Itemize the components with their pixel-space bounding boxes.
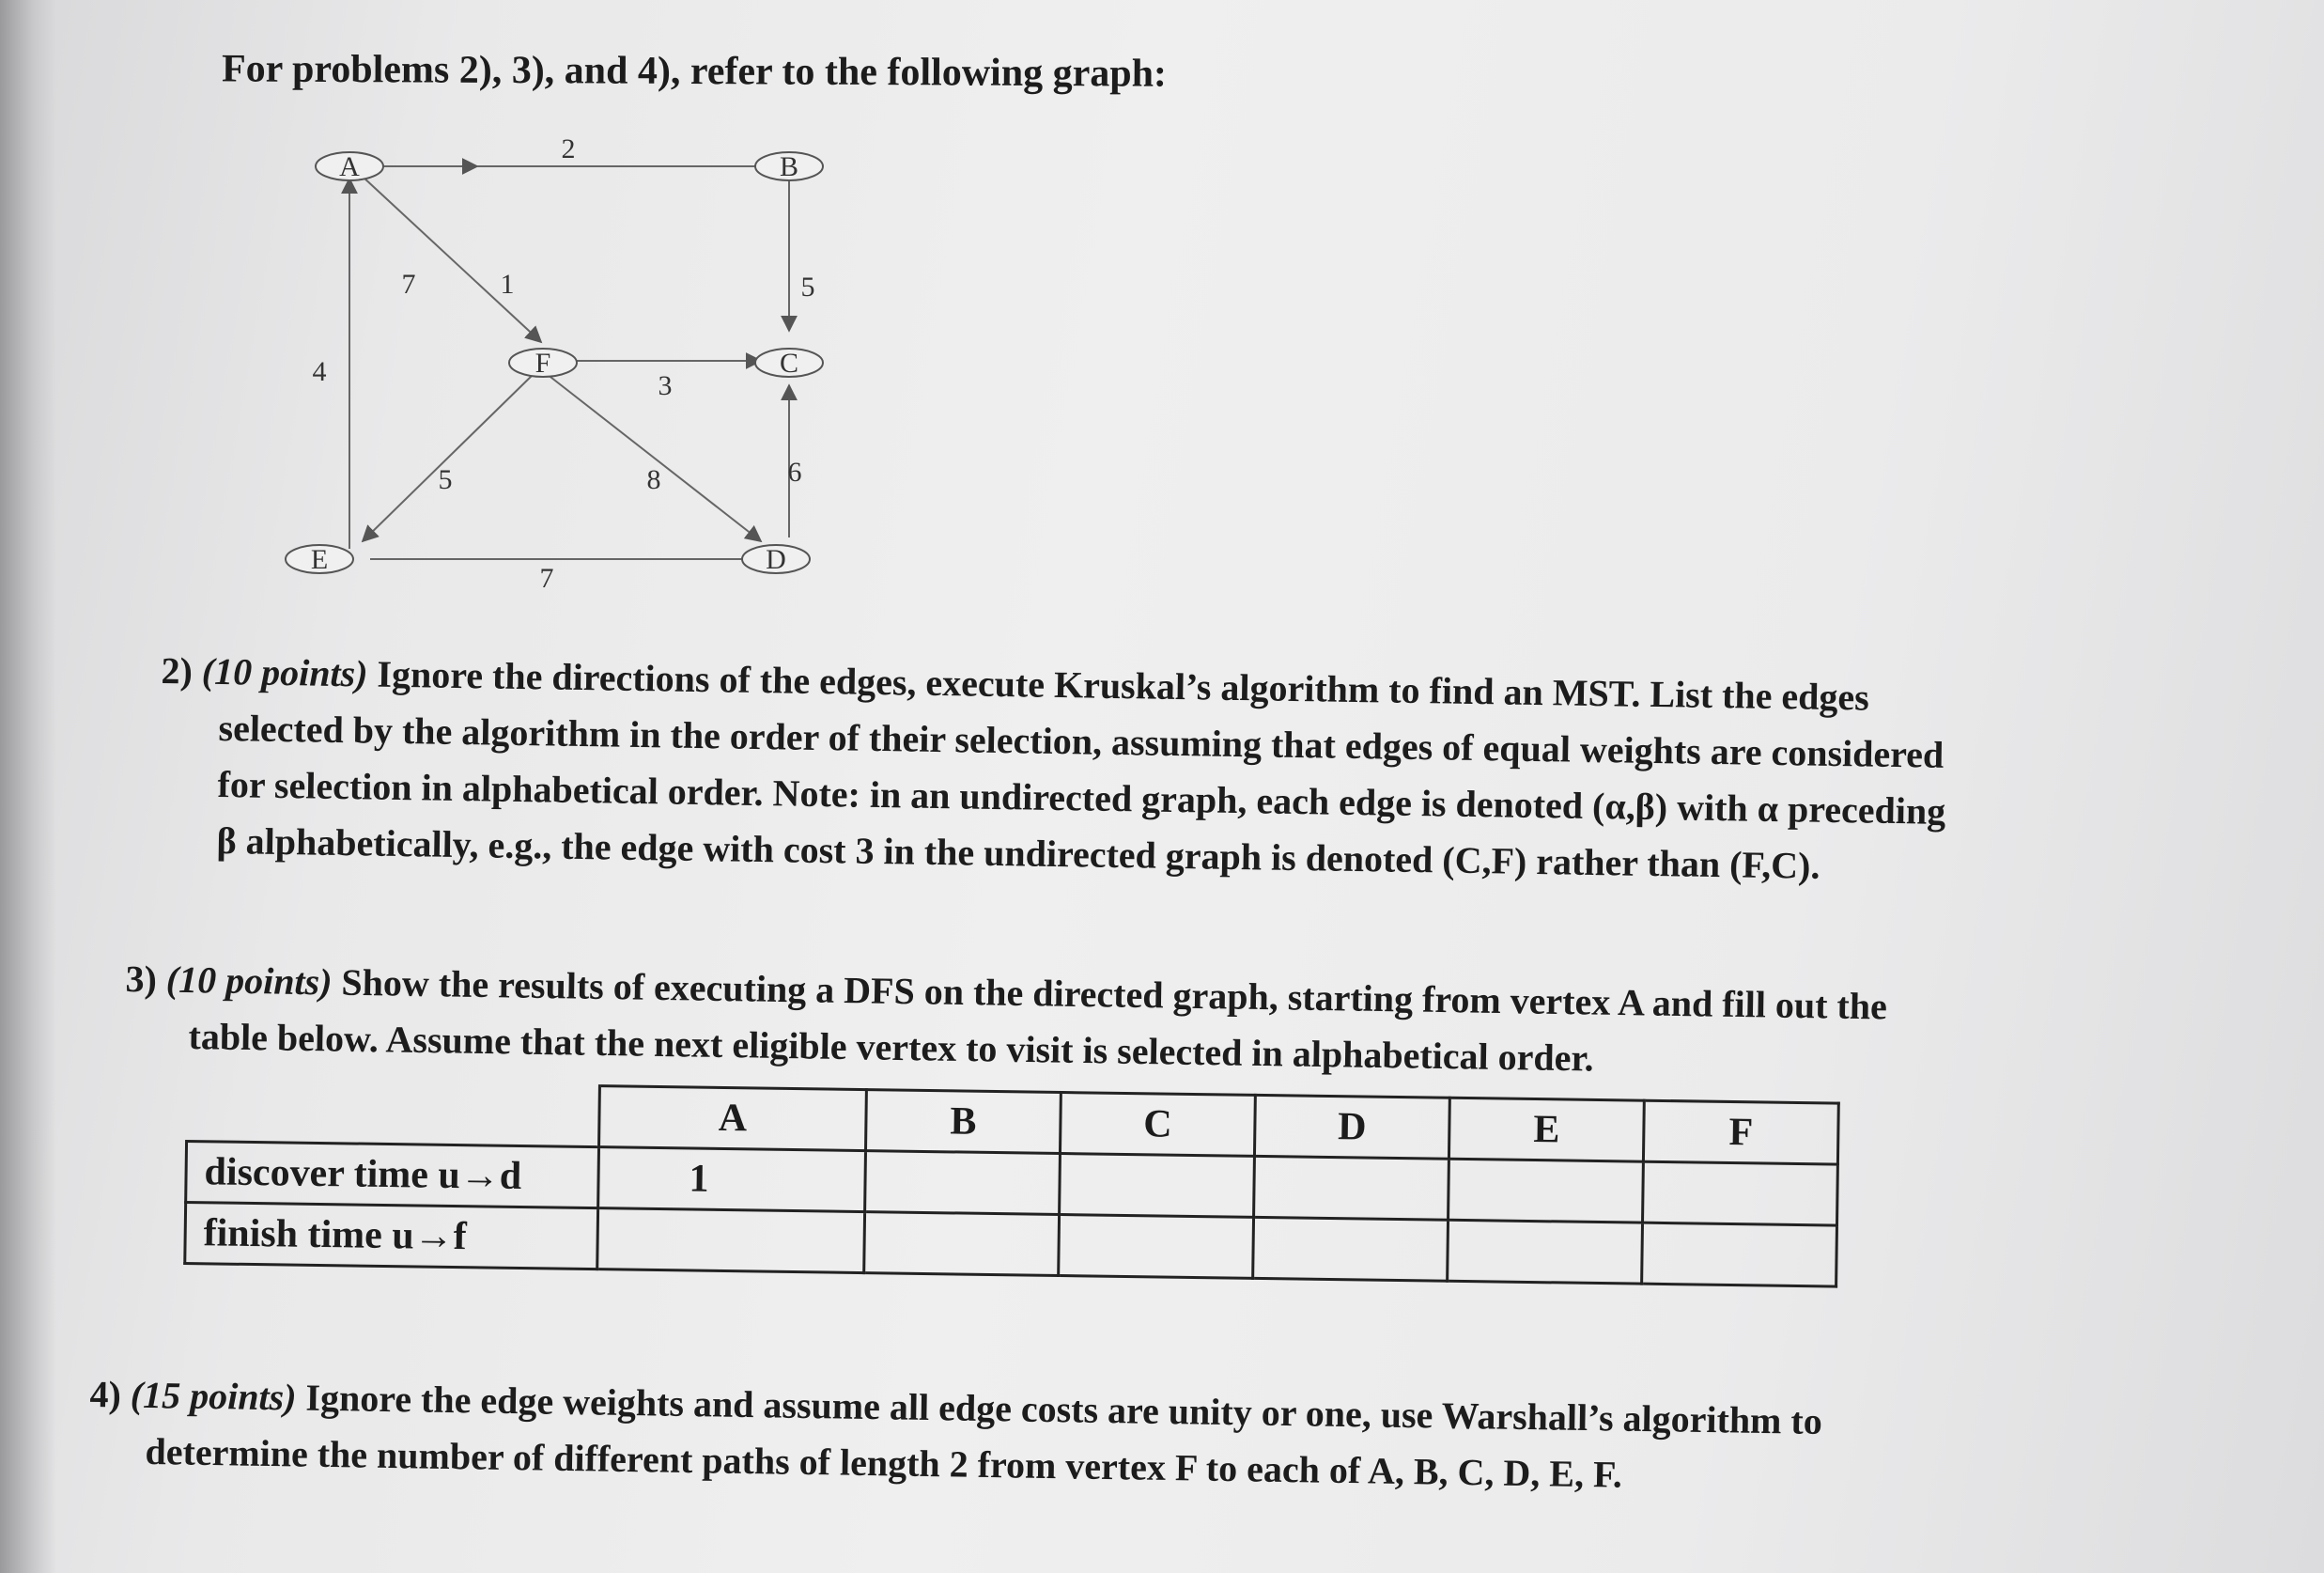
problem-2-line-4: β alphabetically, e.g., the edge with cost 3 in the undirected graph is denoted (C,F) rather than (F,C).	[216, 818, 1820, 887]
weight-f-e: 5	[438, 464, 453, 495]
table-corner	[187, 1081, 600, 1147]
table-cell[interactable]: 1	[598, 1147, 866, 1212]
problem-4-line-2: determine the number of different paths of length 2 from vertex F to each of A, B, C, D, E, F.	[145, 1429, 1623, 1496]
table-cell[interactable]	[1059, 1214, 1254, 1278]
column-header: C	[1060, 1093, 1255, 1157]
column-header: E	[1449, 1098, 1644, 1161]
page-heading: For problems 2), 3), and 4), refer to the following graph:	[221, 47, 1168, 96]
weighted-directed-graph	[282, 132, 845, 592]
problem-2-number: 2)	[161, 648, 194, 693]
table-cell[interactable]	[1449, 1159, 1644, 1223]
row-label-finish-time: finish time u→f	[185, 1203, 598, 1269]
weight-e-d: 7	[539, 563, 554, 592]
table-cell[interactable]	[1643, 1161, 1838, 1225]
table-cell[interactable]	[1060, 1153, 1255, 1217]
node-c-label: C	[779, 348, 799, 379]
dfs-results-table	[183, 1079, 1840, 1288]
edge-f-e	[363, 374, 534, 541]
problem-4-points: (15 points)	[130, 1373, 297, 1419]
table-cell[interactable]	[865, 1151, 1061, 1215]
weight-b-c: 5	[800, 272, 815, 303]
weight-d-c: 6	[787, 457, 802, 488]
table-cell[interactable]	[1253, 1217, 1449, 1281]
table-cell[interactable]	[597, 1208, 865, 1273]
node-b-label: B	[779, 151, 799, 182]
table-cell[interactable]	[1642, 1223, 1837, 1286]
column-header: A	[599, 1086, 867, 1151]
column-header: F	[1643, 1100, 1838, 1164]
weight-f-c: 3	[658, 370, 673, 401]
weight-a-f-left: 7	[401, 269, 416, 300]
column-header: D	[1254, 1095, 1449, 1159]
table-cell[interactable]	[1254, 1156, 1449, 1220]
edge-a-f	[363, 177, 541, 342]
problem-4	[88, 1366, 2251, 1513]
weight-a-f: 1	[500, 269, 515, 300]
problem-2-line-2: selected by the algorithm in the order of their selection, assuming that edges of equal weights are considered	[218, 706, 1944, 776]
problem-2	[158, 643, 2172, 900]
node-f-label: F	[535, 348, 551, 379]
column-header: B	[866, 1090, 1061, 1154]
problem-2-points: (10 points)	[201, 649, 368, 695]
page-shadow-edge	[0, 0, 56, 1573]
node-e-label: E	[310, 544, 329, 575]
problem-2-line-1: Ignore the directions of the edges, execute Kruskal’s algorithm to find an MST. List the edges	[377, 652, 1870, 719]
problem-3-number: 3)	[125, 957, 158, 1001]
weight-a-b: 2	[561, 133, 576, 164]
problem-2-line-3: for selection in alphabetical order. Note: in an undirected graph, each edge is denoted (α,β) with α preceding	[217, 762, 1946, 833]
problem-3-line-2: table below. Assume that the next eligible vertex to visit is selected in alphabetical order.	[188, 1015, 1594, 1080]
problem-4-number: 4)	[89, 1372, 122, 1416]
node-a-label: A	[339, 151, 360, 182]
problem-4-line-1: Ignore the edge weights and assume all edge costs are unity or one, use Warshall’s algorithm to	[305, 1376, 1823, 1442]
node-d-label: D	[766, 544, 786, 575]
weight-f-d: 8	[646, 464, 661, 495]
edge-f-d	[547, 374, 761, 541]
weight-e-a: 4	[312, 356, 327, 387]
problem-3	[124, 951, 2202, 1097]
table-cell[interactable]	[1448, 1220, 1643, 1284]
row-label-discover-time: discover time u→d	[186, 1142, 599, 1208]
problem-3-points: (10 points)	[165, 958, 333, 1004]
table-cell[interactable]	[864, 1212, 1060, 1276]
problem-3-line-1: Show the results of executing a DFS on the directed graph, starting from vertex A and fill out the	[341, 960, 1888, 1028]
